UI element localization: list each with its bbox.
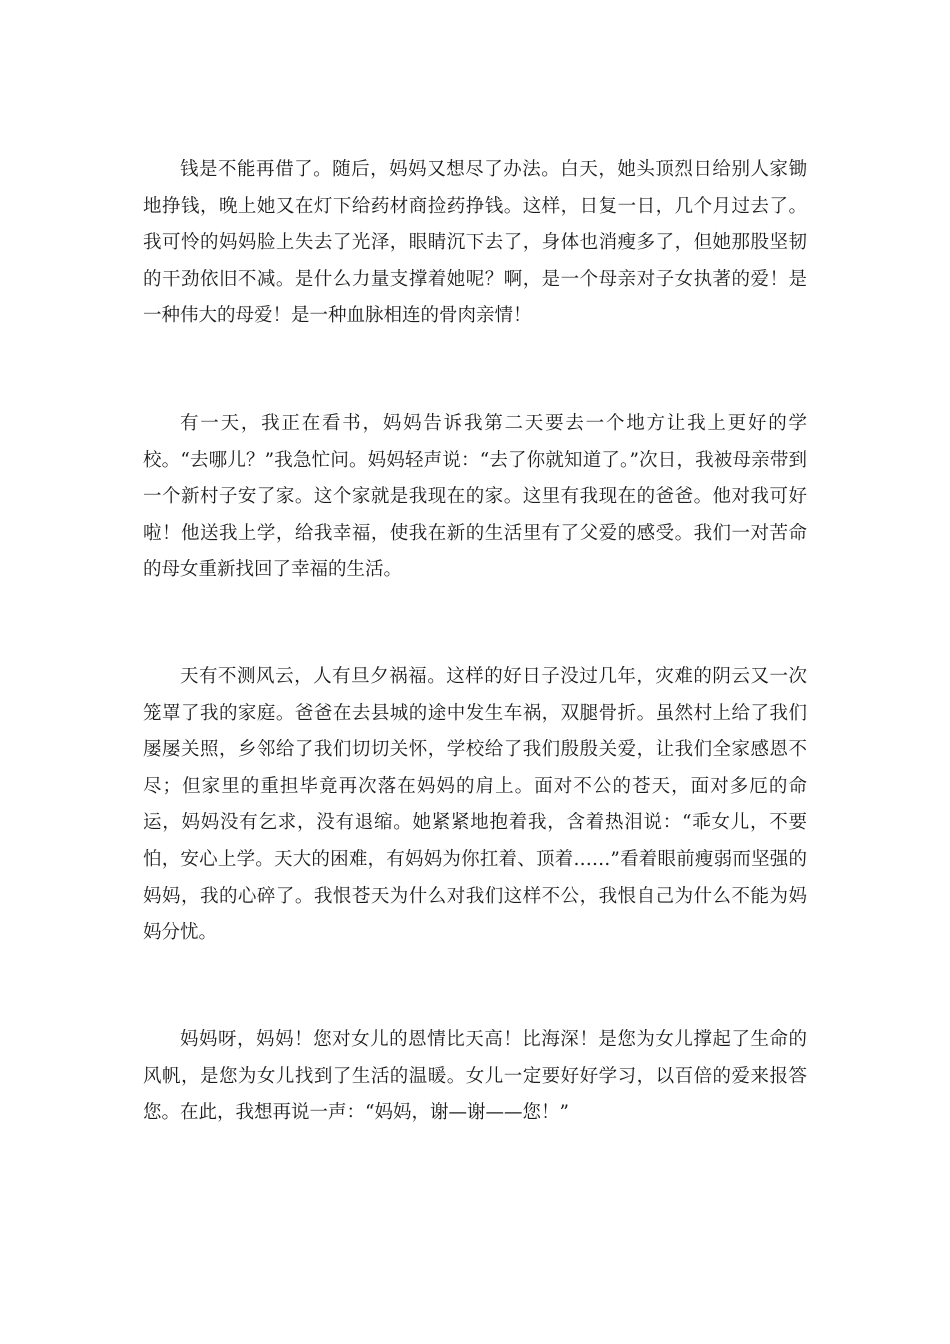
paragraph-2: 有一天，我正在看书，妈妈告诉我第二天要去一个地方让我上更好的学校。“去哪儿？”我急忙问。妈妈轻声说：“去了你就知道了。”次日，我被母亲带到一个新村子安了家。这个家就是我现在的家。这里有我现在的爸爸。他对我可好啦！他送我上学，给我幸福，使我在新的生活里有了父爱的感受。我们一对苦命的母女重新找回了幸福的生活。 — [143, 413, 807, 581]
paragraph-1: 钱是不能再借了。随后，妈妈又想尽了办法。白天，她头顶烈日给别人家锄地挣钱，晚上她又在灯下给药材商捡药挣钱。这样，日复一日，几个月过去了。我可怜的妈妈脸上失去了光泽，眼睛沉下去了，身体也消瘦多了，但她那股坚韧的干劲依旧不减。是什么力量支撑着她呢？啊，是一个母亲对子女执著的爱！是一种伟大的母爱！是一种血脉相连的骨肉亲情！ — [143, 159, 807, 327]
paragraph-3: 天有不测风云，人有旦夕祸福。这样的好日子没过几年，灾难的阴云又一次笼罩了我的家庭。爸爸在去县城的途中发生车祸，双腿骨折。虽然村上给了我们屡屡关照，乡邻给了我们切切关怀，学校给了我们殷殷关爱，让我们全家感恩不尽；但家里的重担毕竟再次落在妈妈的肩上。面对不公的苍天，面对多厄的命运，妈妈没有乞求，没有退缩。她紧紧地抱着我，含着热泪说：“乖女儿，不要怕，安心上学。天大的困难，有妈妈为你扛着、顶着……”看着眼前瘦弱而坚强的妈妈，我的心碎了。我恨苍天为什么对我们这样不公，我恨自己为什么不能为妈妈分忧。 — [143, 666, 807, 944]
paragraph-4: 妈妈呀，妈妈！您对女儿的恩情比天高！比海深！是您为女儿撑起了生命的风帆，是您为女儿找到了生活的温暖。女儿一定要好好学习，以百倍的爱来报答您。在此，我想再说一声：“妈妈，谢—谢——您！” — [143, 1029, 807, 1124]
